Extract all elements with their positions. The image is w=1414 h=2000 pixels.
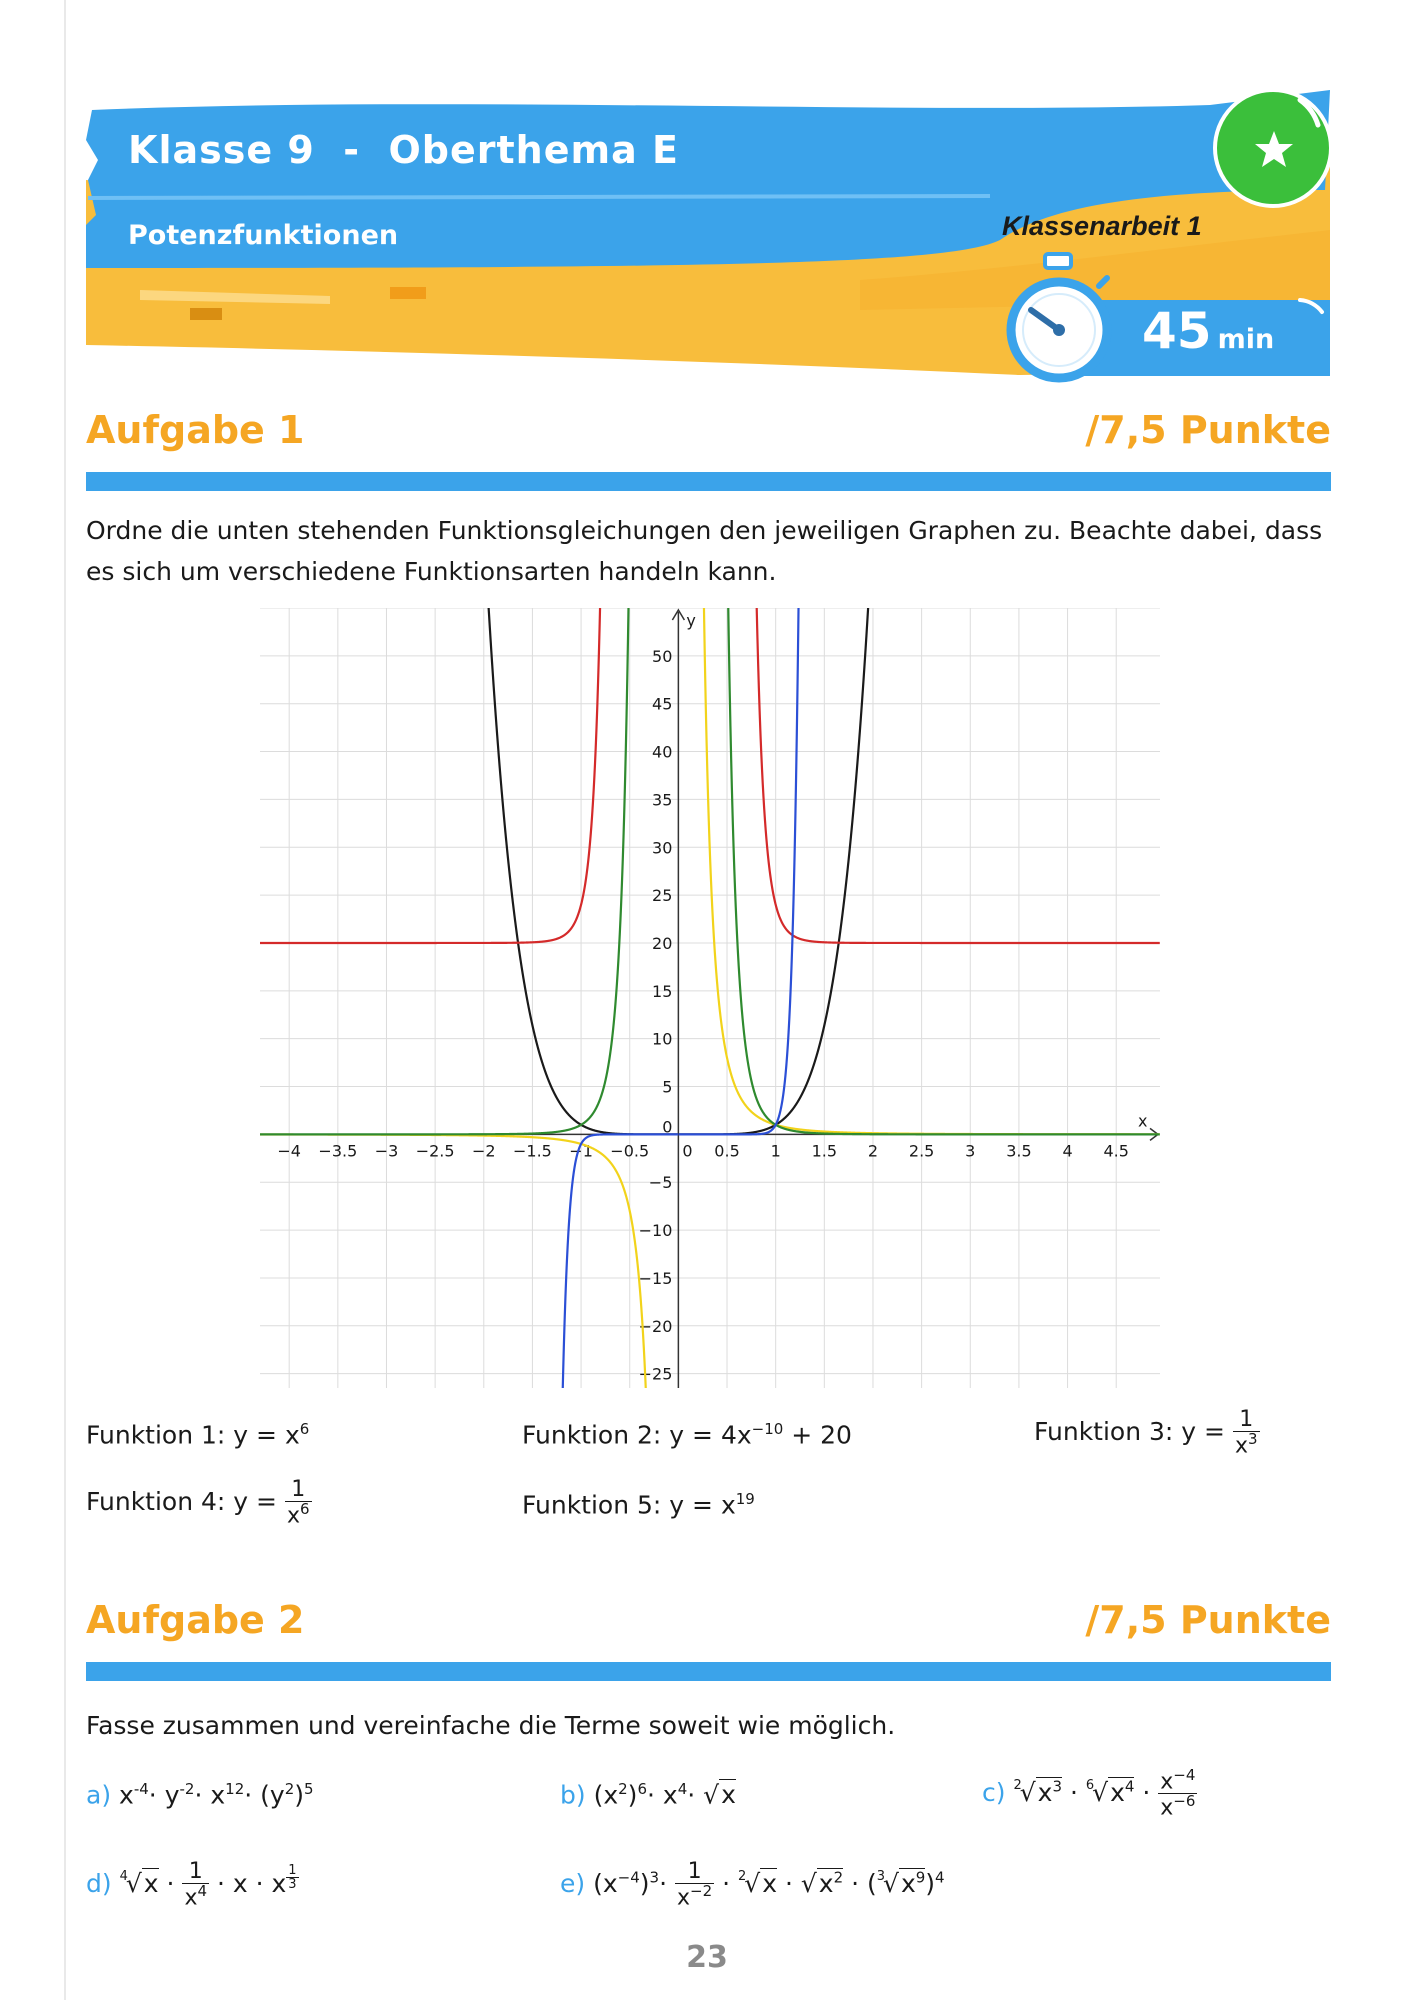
function-1-label: Funktion 1: y =: [86, 1420, 277, 1450]
function-3-label: Funktion 3: y =: [1034, 1416, 1225, 1446]
function-2: [522, 1420, 852, 1449]
x-tick-label: 2: [867, 1141, 879, 1161]
x-tick-label: 1: [770, 1141, 781, 1161]
task2-title: Aufgabe 2: [86, 1598, 305, 1642]
x-tick-label: 3: [965, 1141, 976, 1161]
y-tick-label: 10: [652, 1029, 673, 1049]
function-1-exp: 6: [299, 1420, 310, 1438]
function-1: [86, 1420, 309, 1449]
x-tick-label: 4.5: [1103, 1141, 1129, 1161]
x-tick-label: −1: [569, 1141, 593, 1161]
time-badge: [1142, 302, 1274, 360]
x-tick-label: 0: [682, 1141, 693, 1161]
stopwatch-icon: [1003, 248, 1115, 383]
function-4-den-exp: 6: [299, 1500, 310, 1519]
task2-instruction: Fasse zusammen und vereinfache die Terme soweit wie möglich.: [86, 1711, 896, 1740]
y-tick-label: 5: [662, 1077, 673, 1097]
function-2-label: Funktion 2: y =: [522, 1420, 713, 1450]
function-4-den: x: [286, 1503, 300, 1529]
y-tick-label: 20: [652, 933, 673, 953]
x-tick-label: −0.5: [610, 1141, 650, 1161]
time-unit: min: [1217, 324, 1275, 355]
x-tick-label: −1.5: [513, 1141, 552, 1161]
term-e-label: e): [560, 1868, 586, 1898]
function-5-base: x: [720, 1490, 736, 1520]
x-tick-label: −2: [471, 1141, 496, 1161]
function-3-den-exp: 3: [1247, 1430, 1258, 1449]
y-tick-label: 35: [652, 790, 673, 810]
function-5-exp: 19: [735, 1490, 755, 1508]
x-tick-label: −3.5: [318, 1141, 358, 1161]
function-4-label: Funktion 4: y =: [86, 1486, 277, 1516]
term-a-label: a): [86, 1780, 112, 1810]
y-tick-label: −10: [638, 1221, 673, 1241]
function-chart: [260, 608, 1160, 1388]
function-5-label: Funktion 5: y =: [522, 1490, 713, 1520]
function-2-exp: −10: [751, 1420, 784, 1438]
x-axis-label: x: [1138, 1111, 1148, 1131]
y-tick-label: 15: [652, 981, 673, 1001]
y-tick-label: 25: [652, 886, 673, 906]
x-tick-label: 4: [1062, 1141, 1073, 1161]
y-tick-label: −25: [638, 1364, 673, 1384]
task2-points: /7,5 Punkte: [1085, 1598, 1331, 1642]
function-3-num: 1: [1239, 1407, 1254, 1432]
banner-subtitle: Potenzfunktionen: [128, 220, 399, 251]
x-tick-label: −2.5: [415, 1141, 455, 1161]
task1-instruction: Ordne die unten stehenden Funktionsgleichungen den jeweiligen Graphen zu. Beachte dabei, dass es sich um verschiedene Funktionsarten handeln kann.: [86, 516, 1323, 586]
term-d-label: d): [86, 1868, 112, 1898]
exam-label: Klassenarbeit 1: [1002, 211, 1202, 241]
y-axis-label: y: [686, 611, 696, 630]
x-tick-label: 1.5: [811, 1141, 838, 1161]
term-b-label: b): [560, 1780, 586, 1810]
function-1-base: x: [284, 1420, 300, 1450]
x-tick-label: 3.5: [1006, 1141, 1032, 1161]
x-tick-label: 0.5: [714, 1141, 740, 1161]
series-line: [260, 608, 1160, 1388]
y-tick-label: 30: [652, 838, 673, 858]
y-tick-label: −20: [638, 1316, 673, 1336]
series-line: [260, 608, 1160, 943]
function-3-den: x: [1234, 1433, 1248, 1459]
x-tick-label: 2.5: [908, 1141, 935, 1161]
x-tick-label: −3: [374, 1141, 399, 1161]
task1-points: /7,5 Punkte: [1085, 408, 1331, 452]
x-tick-label: −4: [277, 1141, 301, 1161]
task2-rule: [86, 1662, 1331, 1681]
banner-title: Klasse 9 - Oberthema E: [128, 128, 679, 172]
term-c: c) $^2√x^3 \cdot ^6√x^4$ · $\frac{x^{-4}}{x^{-6}}$: [982, 1766, 1196, 1821]
term-b: b) $(x^2)^6\cdot x^4\cdot √x$: [560, 1780, 736, 1810]
function-5: [522, 1490, 755, 1519]
task1-title: Aufgabe 1: [86, 408, 305, 452]
y-tick-label: 40: [652, 742, 673, 762]
task1-rule: [86, 472, 1331, 491]
y-tick-label: 50: [652, 646, 673, 666]
y-tick-label: 0: [662, 1117, 673, 1137]
page-number: 23: [686, 1940, 728, 1975]
time-value: 45: [1142, 302, 1212, 360]
function-3: [1034, 1408, 1260, 1458]
term-e: e) $(x^{-4})^3\cdot$ $\frac{1}{x^{-2}}$ · $^2√x \cdot √x^2 \cdot (^3√x^9)^4$: [560, 1859, 945, 1911]
star-icon: [1250, 125, 1298, 173]
function-4: [86, 1478, 312, 1528]
y-tick-label: 45: [652, 694, 673, 714]
term-d: d) $^4$√x · $\frac{1}{x^4}$ · x · x $^{\frac{1}{3}}$: [86, 1859, 297, 1911]
y-tick-label: −5: [648, 1173, 673, 1193]
term-a: a) $x^{-4}\cdot y^{-2}\cdot x^{12}\cdot (y^2)^5$: [86, 1780, 314, 1810]
function-2-base: 4x: [720, 1420, 752, 1450]
y-tick-label: −15: [638, 1268, 673, 1288]
term-c-label: c): [982, 1777, 1006, 1807]
function-4-num: 1: [291, 1477, 306, 1502]
function-2-tail: + 20: [783, 1420, 852, 1450]
